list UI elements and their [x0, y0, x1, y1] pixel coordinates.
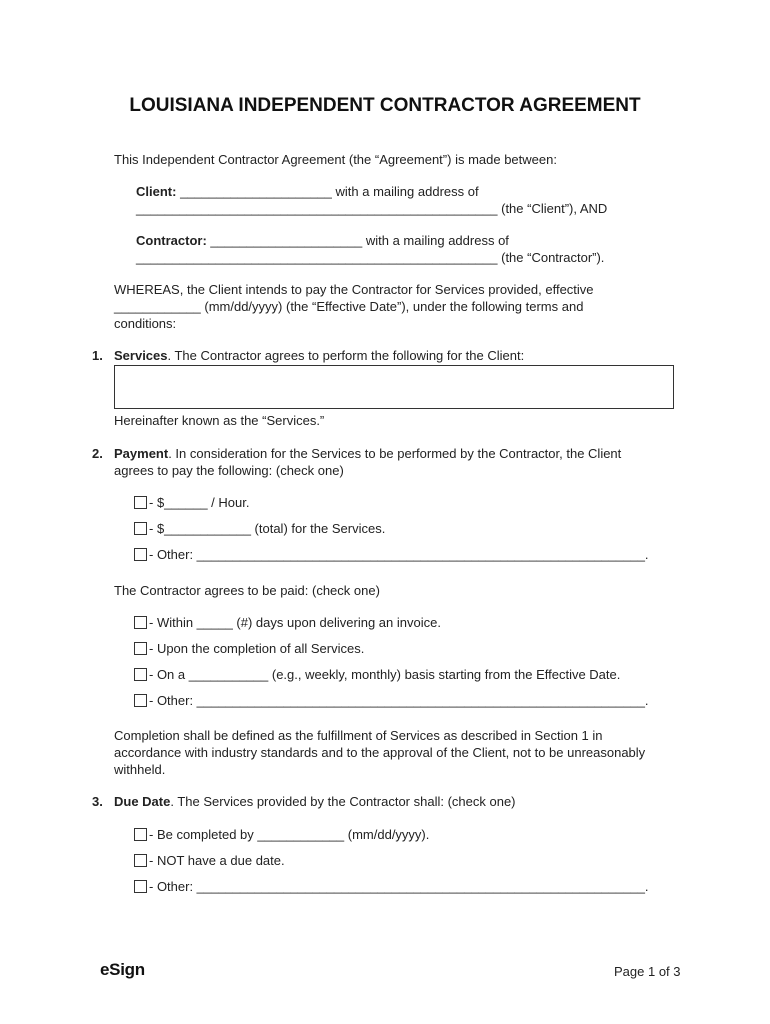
- completion-line: accordance with industry standards and to the approval of the Client, not to be unreasonably: [114, 745, 646, 760]
- contractor-label: Contractor:: [136, 233, 207, 248]
- checkbox[interactable]: [134, 668, 147, 681]
- option-label: - $______ / Hour.: [149, 495, 250, 510]
- services-text-box[interactable]: [114, 365, 674, 409]
- checkbox[interactable]: [134, 880, 147, 893]
- whereas-line: conditions:: [114, 316, 177, 331]
- option-label: - NOT have a due date.: [149, 853, 285, 868]
- completion-paragraph: [114, 727, 674, 778]
- checkbox[interactable]: [134, 854, 147, 867]
- whereas-line: ____________ (mm/dd/yyyy) (the “Effective Date”), under the following terms and: [114, 299, 584, 314]
- option-label: - Be completed by ____________ (mm/dd/yyyy).: [149, 827, 430, 842]
- payment-option-total: [134, 520, 385, 538]
- option-label: - Upon the completion of all Services.: [149, 641, 365, 656]
- checkbox[interactable]: [134, 694, 147, 707]
- option-label: - $____________ (total) for the Services.: [149, 521, 386, 536]
- payment-option-hourly: [134, 494, 249, 512]
- section-text: . The Services provided by the Contractor shall: (check one): [170, 794, 516, 809]
- checkbox[interactable]: [134, 522, 147, 535]
- section-number: 1.: [92, 348, 103, 363]
- completion-line: Completion shall be defined as the fulfillment of Services as described in Section 1 in: [114, 728, 603, 743]
- intro-text: This Independent Contractor Agreement (the “Agreement”) is made between:: [114, 152, 557, 167]
- checkbox[interactable]: [134, 642, 147, 655]
- client-address-blank: __________________________________________________ (the “Client”), AND: [136, 201, 608, 216]
- paid-intro: The Contractor agrees to be paid: (check one): [114, 583, 380, 598]
- checkbox[interactable]: [134, 496, 147, 509]
- contractor-name-blank: _____________________ with a mailing address of: [206, 233, 509, 248]
- esign-logo: eSign: [100, 960, 145, 979]
- option-label: - Within _____ (#) days upon delivering an invoice.: [149, 615, 441, 630]
- option-label: - On a ___________ (e.g., weekly, monthly) basis starting from the Effective Date.: [149, 667, 621, 682]
- payment-option-other: [134, 546, 649, 564]
- client-block: [136, 183, 676, 217]
- section-text: . In consideration for the Services to be performed by the Contractor, the Client: [168, 446, 622, 461]
- section-number: 3.: [92, 794, 103, 809]
- section-number: 2.: [92, 446, 103, 461]
- section-heading: Payment: [114, 446, 169, 461]
- section-heading: Due Date: [114, 794, 171, 809]
- checkbox[interactable]: [134, 616, 147, 629]
- due-option-completed-by: [134, 826, 429, 844]
- services-note: Hereinafter known as the “Services.”: [114, 413, 325, 428]
- section-text: . The Contractor agrees to perform the following for the Client:: [167, 348, 525, 363]
- client-label: Client:: [136, 184, 177, 199]
- paid-option-completion: [134, 640, 364, 658]
- whereas-paragraph: [114, 281, 674, 332]
- section-text: agrees to pay the following: (check one): [114, 463, 344, 478]
- checkbox[interactable]: [134, 548, 147, 561]
- checkbox[interactable]: [134, 828, 147, 841]
- page-number: Page 1 of 3: [614, 964, 681, 979]
- contractor-address-blank: __________________________________________________ (the “Contractor”).: [136, 250, 605, 265]
- contractor-block: [136, 232, 676, 266]
- due-option-other: [134, 878, 649, 896]
- client-name-blank: _____________________ with a mailing address of: [176, 184, 479, 199]
- document-title: LOUISIANA INDEPENDENT CONTRACTOR AGREEMENT: [129, 95, 641, 116]
- due-option-no-date: [134, 852, 285, 870]
- paid-option-other: [134, 692, 649, 710]
- paid-option-within: [134, 614, 441, 632]
- paid-option-basis: [134, 666, 620, 684]
- section-heading: Services: [114, 348, 168, 363]
- completion-line: withheld.: [114, 762, 166, 777]
- option-label: - Other: ______________________________________________________________.: [149, 547, 649, 562]
- option-label: - Other: ______________________________________________________________.: [149, 693, 649, 708]
- whereas-line: WHEREAS, the Client intends to pay the Contractor for Services provided, effective: [114, 282, 594, 297]
- option-label: - Other: ______________________________________________________________.: [149, 879, 649, 894]
